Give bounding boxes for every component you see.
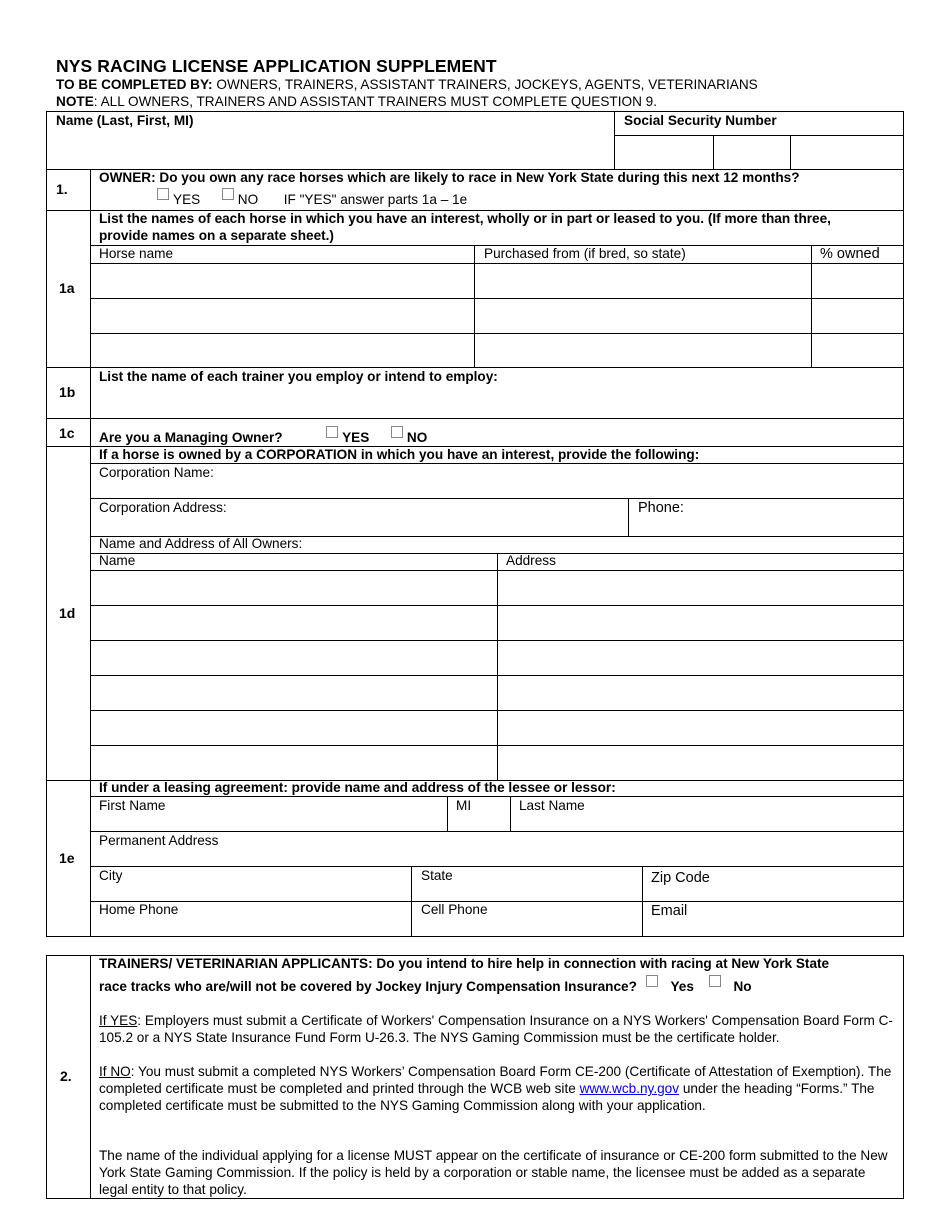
completed-by-label: TO BE COMPLETED BY:	[56, 77, 213, 92]
q1c-question: Are you a Managing Owner?	[99, 430, 283, 445]
corp-name-label: Corporation Name:	[99, 465, 214, 480]
phone-label: Phone:	[638, 500, 684, 516]
ssn-field-3[interactable]	[791, 136, 902, 168]
q2-no-label: No	[733, 979, 752, 994]
q1c-yes-checkbox[interactable]	[326, 426, 338, 438]
q2-question-line2: race tracks who are/will not be covered by Jockey Injury Compensation Insurance?	[99, 979, 637, 994]
q2-number: 2.	[60, 1068, 72, 1084]
trainer-field[interactable]	[91, 386, 903, 417]
q2-if-no-text-before: : You must submit a completed NYS Workers’ Compensation Board Form CE-200 (Certificate of Attestation of Exemption). The completed certificate must be completed and printed through the WCB web site	[99, 1064, 892, 1096]
q2-if-yes-paragraph	[99, 1012, 895, 1046]
q1c-number: 1c	[59, 425, 75, 441]
q2-yes-label: Yes	[670, 979, 694, 994]
q1d-instruction: If a horse is owned by a CORPORATION in which you have an interest, provide the following:	[99, 447, 700, 462]
corp-address-label: Corporation Address:	[99, 500, 227, 515]
q1b-instruction: List the name of each trainer you employ or intend to employ:	[99, 369, 498, 384]
q2-if-no-label: If NO	[99, 1064, 131, 1079]
email-label: Email	[651, 903, 688, 919]
owner-row[interactable]	[91, 641, 903, 675]
q2-if-yes-text: : Employers must submit a Certificate of Workers' Compensation Insurance on a NYS Workers' Compensation Board Form C-105.2 or a NYS State Insurance Fund Form U-26.3. The NYS Gaming Commission must be the certificate holder.	[99, 1013, 893, 1045]
q1a-instruction-line2: provide names on a separate sheet.)	[99, 228, 334, 243]
ssn-field-1[interactable]	[615, 136, 712, 168]
horse-row-2[interactable]	[91, 299, 903, 333]
horse-name-header: Horse name	[99, 246, 174, 261]
q1c-line	[99, 430, 427, 446]
cell-phone-label: Cell Phone	[421, 902, 488, 917]
mi-label: MI	[456, 798, 472, 813]
owner-row[interactable]	[91, 746, 903, 780]
q1b-number: 1b	[59, 384, 76, 400]
owner-row[interactable]	[91, 676, 903, 710]
owners-label: Name and Address of All Owners:	[99, 536, 303, 551]
q1-yes-checkbox[interactable]	[157, 188, 169, 200]
ssn-field-2[interactable]	[714, 136, 789, 168]
name-label: Name (Last, First, MI)	[56, 113, 194, 128]
horse-row-3[interactable]	[91, 334, 903, 367]
home-phone-label: Home Phone	[99, 902, 179, 917]
page-title: NYS RACING LICENSE APPLICATION SUPPLEMENT	[56, 56, 497, 76]
q1-question: OWNER: Do you own any race horses which are likely to race in New York State during this next 12 months?	[99, 170, 800, 185]
q1c-no-checkbox[interactable]	[391, 426, 403, 438]
q2-if-yes-label: If YES	[99, 1013, 138, 1028]
city-label: City	[99, 868, 123, 883]
percent-owned-header: % owned	[820, 246, 880, 262]
q1e-instruction: If under a leasing agreement: provide name and address of the lessee or lessor:	[99, 780, 616, 795]
q2-no-checkbox[interactable]	[709, 975, 721, 987]
owner-row[interactable]	[91, 571, 903, 605]
permanent-address-label: Permanent Address	[99, 833, 219, 848]
owner-address-header: Address	[506, 553, 556, 568]
horse-row-1[interactable]	[91, 264, 903, 298]
wcb-link[interactable]: www.wcb.ny.gov	[579, 1081, 680, 1096]
q1-options	[157, 192, 467, 208]
note-text: : ALL OWNERS, TRAINERS AND ASSISTANT TRAINERS MUST COMPLETE QUESTION 9.	[93, 94, 658, 109]
q1-if-yes-text: IF "YES" answer parts 1a – 1e	[283, 192, 468, 207]
q1c-yes-label: YES	[342, 430, 370, 445]
ssn-label: Social Security Number	[624, 113, 777, 128]
q2-yes-checkbox[interactable]	[646, 975, 658, 987]
q2-question-line2-row	[99, 979, 752, 995]
q1-number: 1.	[56, 181, 68, 197]
q1c-no-label: NO	[406, 430, 428, 445]
q2-final-paragraph: The name of the individual applying for a license MUST appear on the certificate of insurance or CE-200 form submitted to the New York State Gaming Commission. If the policy is held by a corporation or stable name, the licensee must be added as a separate legal entity to that policy.	[99, 1148, 888, 1197]
q1a-instruction-line1: List the names of each horse in which you have an interest, wholly or in part or leased to you. (If more than three,	[99, 211, 831, 226]
note-line	[56, 94, 657, 109]
q1a-number: 1a	[59, 280, 75, 296]
first-name-label: First Name	[99, 798, 166, 813]
purchased-from-header: Purchased from (if bred, so state)	[484, 246, 686, 261]
owner-name-header: Name	[99, 553, 136, 568]
q1-no-label: NO	[237, 192, 259, 207]
q1-yes-label: YES	[173, 192, 201, 207]
zip-label: Zip Code	[651, 870, 710, 886]
completed-by-text: OWNERS, TRAINERS, ASSISTANT TRAINERS, JOCKEYS, AGENTS, VETERINARIANS	[212, 77, 758, 92]
q1-no-checkbox[interactable]	[222, 188, 234, 200]
note-label: NOTE	[56, 94, 94, 109]
owner-row[interactable]	[91, 606, 903, 640]
completed-by-line	[56, 77, 758, 92]
q2-if-no-paragraph	[99, 1063, 895, 1114]
name-field[interactable]	[47, 131, 613, 168]
owner-row[interactable]	[91, 711, 903, 745]
q2-question-line1: TRAINERS/ VETERINARIAN APPLICANTS: Do you intend to hire help in connection with racing at New York State	[99, 956, 830, 971]
state-label: State	[421, 868, 453, 883]
q1e-number: 1e	[59, 850, 75, 866]
last-name-label: Last Name	[519, 798, 585, 813]
q1d-number: 1d	[59, 605, 76, 621]
q2-if-no-text-after: under the heading “Forms.” The completed certificate must be submitted to the NYS Gaming Commission along with your application.	[99, 1081, 875, 1113]
